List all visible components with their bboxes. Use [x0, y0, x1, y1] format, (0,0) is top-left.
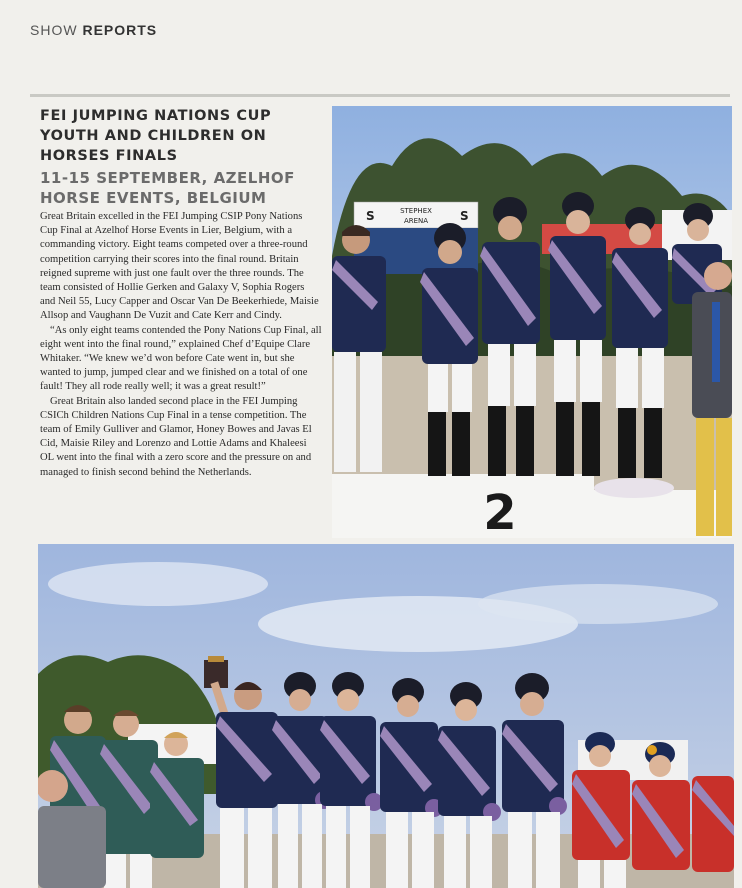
section-label-show: SHOW — [30, 22, 78, 38]
article-heading — [40, 106, 322, 208]
svg-text:S: S — [366, 209, 375, 223]
article-title: FEI JUMPING NATIONS CUP YOUTH AND CHILDREN ON HORSES FINALS — [40, 108, 272, 164]
rider-red-3 — [692, 776, 734, 872]
photo-podium-team — [332, 106, 732, 538]
article-paragraph: Great Britain excelled in the FEI Jumping CSIP Pony Nations Cup Final at Azelhof Horse Events in Lier, Belgium, with a commanding victory. Eight teams competed over a three-round competition carrying their scores into the final round. Britain reigned supreme with just one fault over the three rounds. The team consisted of Hollie Gerken and Galaxy V, Sophia Rogers and Neil 55, Lucy Capper and Oscar Van De Beekerhiede, Maisie Allsop and Vaughann De Vuzit and Cate Kerr and Cindy. — [40, 211, 319, 322]
section-header — [30, 22, 157, 38]
podium-number: 2 — [483, 485, 517, 538]
article-paragraph: Great Britain also landed second place in the FEI Jumping CSICh Children Nations Cup Final in a tense competition. The team of Emily Gulliver and Glamor, Honey Bowes and Javas El Cid, Maisie Riley and Lorenzo and Lottie Adams and Khaleesi OL went into the final with a zero score and the pressure on and managed to finish second behind the Netherlands. — [40, 395, 312, 478]
article-paragraph: “As only eight teams contended the Pony Nations Cup Final, all eight went into the final round,” explained Chef d’Equipe Clare Whitaker. “We knew we’d won before Cate went in, but she wanted to jump, jumped clear and we finished on a total of one fault! They all rode really well; it was a great result!” — [40, 324, 322, 393]
banner-line-1: STEPHEX — [400, 207, 432, 215]
svg-text:S: S — [460, 209, 469, 223]
banner-line-2: ARENA — [403, 217, 429, 225]
section-label-reports: REPORTS — [82, 22, 158, 38]
person-official — [692, 262, 732, 536]
photo-team-trophy — [38, 544, 734, 888]
article-body — [40, 210, 322, 480]
article-subtitle: 11-15 SEPTEMBER, AZELHOF HORSE EVENTS, BELGIUM — [40, 169, 295, 207]
